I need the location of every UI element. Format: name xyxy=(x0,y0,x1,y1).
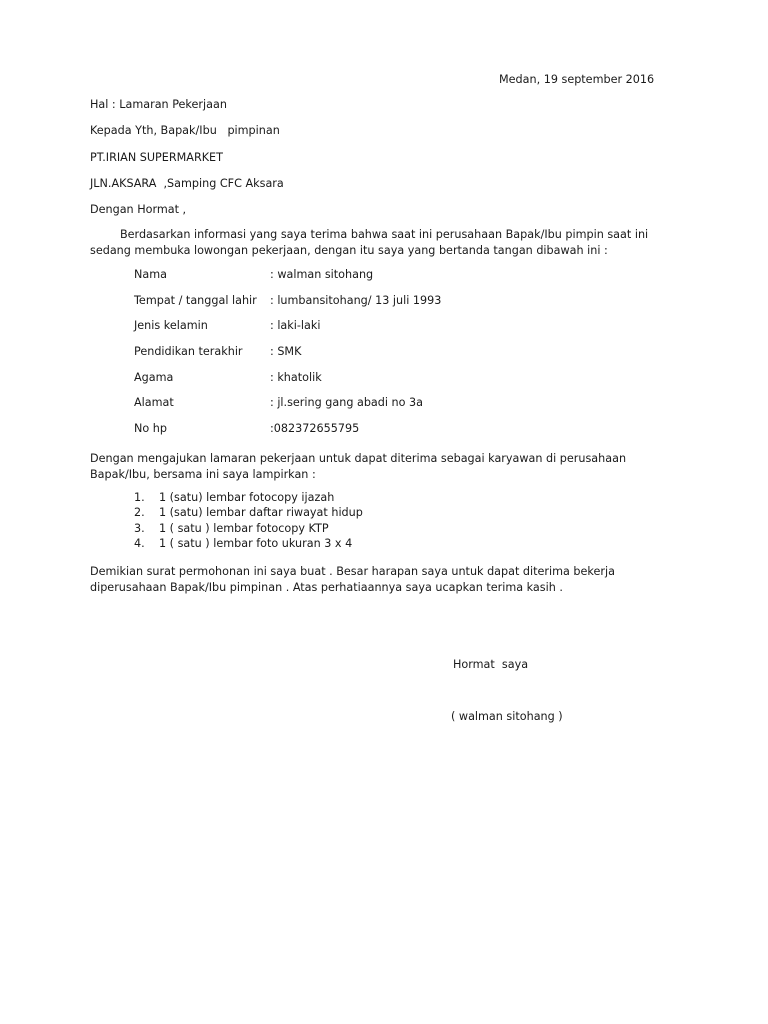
applicant-details-table xyxy=(134,268,441,448)
detail-row-address xyxy=(134,396,441,422)
detail-row-religion xyxy=(134,371,441,397)
list-item-text: 1 (satu) lembar fotocopy ijazah xyxy=(159,491,335,504)
detail-label: No hp xyxy=(134,422,167,436)
list-item xyxy=(134,537,363,552)
detail-row-name xyxy=(134,268,441,294)
detail-value: : lumbansitohang/ 13 juli 1993 xyxy=(270,293,442,307)
detail-value: : khatolik xyxy=(270,370,322,384)
intro-paragraph: Berdasarkan informasi yang saya terima bahwa saat ini perusahaan Bapak/Ibu pimpin saat ini sedang membuka lowongan pekerjaan, dengan itu saya yang bertanda tangan dibawah ini : xyxy=(90,228,649,257)
list-item xyxy=(134,491,363,506)
detail-row-education xyxy=(134,345,441,371)
list-item-text: 1 (satu) lembar daftar riwayat hidup xyxy=(159,506,363,520)
detail-row-gender xyxy=(134,319,441,345)
detail-label: Agama xyxy=(134,370,174,384)
letter-address: JLN.AKSARA ,Samping CFC Aksara xyxy=(90,177,284,190)
list-item-text: 1 ( satu ) lembar foto ukuran 3 x 4 xyxy=(159,537,353,551)
letter-company: PT.IRIAN SUPERMARKET xyxy=(90,151,223,164)
detail-value: : laki-laki xyxy=(270,319,321,333)
list-item-number: 4. xyxy=(134,537,145,551)
detail-value: : jl.sering gang abadi no 3a xyxy=(270,396,424,410)
closing-paragraph: Demikian surat permohonan ini saya buat . Besar harapan saya untuk dapat diterima bekerja diperusahaan Bapak/Ibu pimpinan . Atas perhatiaannya saya ucapkan terima kasih . xyxy=(90,565,615,594)
closing-greeting: Hormat saya xyxy=(453,658,529,671)
detail-label: Alamat xyxy=(134,396,174,410)
list-item-number: 2. xyxy=(134,506,145,520)
letter-subject: Hal : Lamaran Pekerjaan xyxy=(90,98,227,111)
detail-label: Jenis kelamin xyxy=(134,319,208,333)
detail-label: Tempat / tanggal lahir xyxy=(134,293,257,307)
detail-value: : SMK xyxy=(270,345,302,359)
detail-label: Nama xyxy=(134,268,167,281)
list-item-number: 1. xyxy=(134,491,145,504)
letter-salutation: Dengan Hormat , xyxy=(90,203,187,216)
application-paragraph: Dengan mengajukan lamaran pekerjaan untuk dapat diterima sebagai karyawan di perusahaan Bapak/Ibu, bersama ini saya lampirkan : xyxy=(90,452,627,481)
attachments-list xyxy=(134,491,363,553)
list-item xyxy=(134,522,363,537)
list-item-text: 1 ( satu ) lembar fotocopy KTP xyxy=(159,521,329,535)
detail-row-birth xyxy=(134,294,441,320)
letter-recipient: Kepada Yth, Bapak/Ibu pimpinan xyxy=(90,124,280,137)
signature-name: ( walman sitohang ) xyxy=(451,710,563,723)
detail-label: Pendidikan terakhir xyxy=(134,345,243,359)
detail-value: :082372655795 xyxy=(270,422,360,436)
list-item xyxy=(134,506,363,521)
detail-row-phone xyxy=(134,422,441,448)
letter-date: Medan, 19 september 2016 xyxy=(499,73,655,86)
list-item-number: 3. xyxy=(134,521,145,535)
detail-value: : walman sitohang xyxy=(270,268,374,281)
